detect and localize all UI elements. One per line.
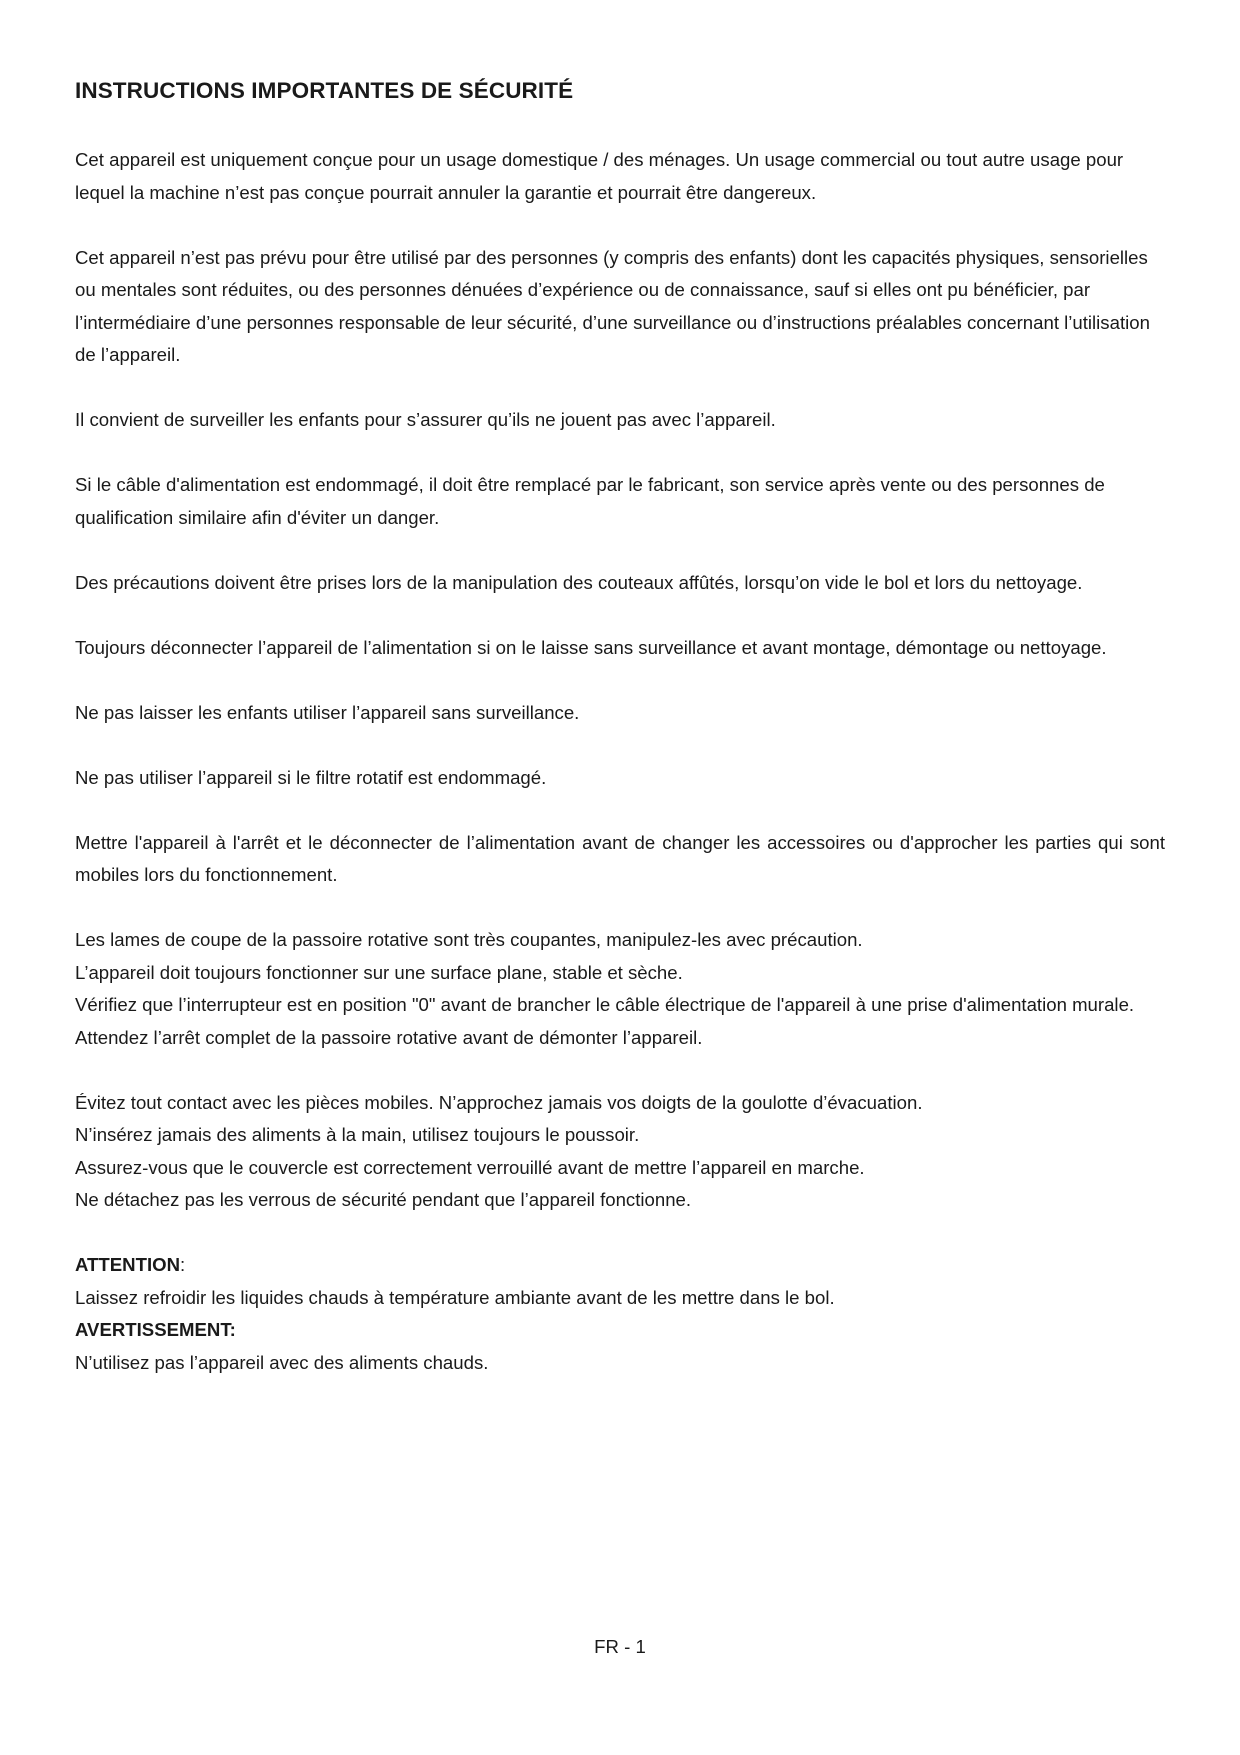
list-item: Assurez-vous que le couvercle est correctement verrouillé avant de mettre l’appareil en marche.: [75, 1156, 865, 1178]
list-item: N’insérez jamais des aliments à la main, utilisez toujours le poussoir.: [75, 1124, 640, 1145]
warning-label: AVERTISSEMENT:: [75, 1319, 236, 1340]
paragraph-children-use: Ne pas laisser les enfants utiliser l’appareil sans surveillance.: [75, 701, 580, 723]
paragraph-filter: Ne pas utiliser l’appareil si le filtre rotatif est endommagé.: [75, 766, 547, 788]
paragraph-accessories: Mettre l'appareil à l'arrêt et le déconnecter de l’alimentation avant de changer les accessoires ou d'approcher les parties qui sont mobiles lors du fonctionnement.: [75, 831, 1165, 885]
safety-group-moving-parts: [75, 1087, 1165, 1217]
safety-group-blades: [75, 924, 1165, 1054]
list-item: Ne détachez pas les verrous de sécurité pendant que l’appareil fonctionne.: [75, 1189, 692, 1210]
attention-label: ATTENTION: [75, 1254, 181, 1275]
paragraph-power-cable: Si le câble d'alimentation est endommagé, il doit être remplacé par le fabricant, son service après vente ou des personnes de qualification similaire afin d'éviter un danger.: [75, 474, 1105, 528]
list-item: L’appareil doit toujours fonctionner sur une surface plane, stable et sèche.: [75, 961, 683, 983]
list-item: Les lames de coupe de la passoire rotative sont très coupantes, manipulez-les avec précaution.: [75, 929, 863, 950]
attention-text: Laissez refroidir les liquides chauds à température ambiante avant de les mettre dans le bol.: [75, 1286, 835, 1308]
paragraph-persons: Cet appareil n’est pas prévu pour être utilisé par des personnes (y compris des enfants) dont les capacités physiques, sensorielles ou mentales sont réduites, ou des personnes dénuées d’expérience ou de connaissance, sauf si elles ont pu bénéficier, par l’intermédiaire d’une personnes responsable de leur sécurité, d’une surveillance ou d’instructions préalables concernant l’utilisation de l’appareil.: [75, 246, 1150, 365]
attention-colon: :: [180, 1254, 186, 1275]
paragraph-children-supervision: Il convient de surveiller les enfants pour s’assurer qu’ils ne jouent pas avec l’appareil.: [75, 409, 776, 430]
paragraph-knives: Des précautions doivent être prises lors de la manipulation des couteaux affûtés, lorsqu’on vide le bol et lors du nettoyage.: [75, 571, 1083, 593]
list-item: Évitez tout contact avec les pièces mobiles. N’approchez jamais vos doigts de la goulotte d’évacuation.: [75, 1091, 923, 1113]
attention-block: [75, 1249, 1165, 1379]
document-title: INSTRUCTIONS IMPORTANTES DE SÉCURITÉ: [75, 78, 574, 103]
warning-text: N’utilisez pas l’appareil avec des aliments chauds.: [75, 1351, 489, 1373]
list-item: Vérifiez que l’interrupteur est en position "0" avant de brancher le câble électrique de l'appareil à une prise d'alimentation murale.: [75, 994, 1135, 1015]
paragraph-usage: Cet appareil est uniquement conçue pour un usage domestique / des ménages. Un usage commercial ou tout autre usage pour lequel la machine n’est pas conçue pourrait annuler la garantie et pourrait être dangereux.: [75, 149, 1124, 203]
page-number: FR - 1: [594, 1636, 646, 1657]
document-body: [75, 74, 1165, 1379]
list-item: Attendez l’arrêt complet de la passoire rotative avant de démonter l’appareil.: [75, 1026, 703, 1048]
paragraph-disconnect: Toujours déconnecter l’appareil de l’alimentation si on le laisse sans surveillance et avant montage, démontage ou nettoyage.: [75, 636, 1107, 658]
attention-heading: [75, 1249, 1165, 1282]
